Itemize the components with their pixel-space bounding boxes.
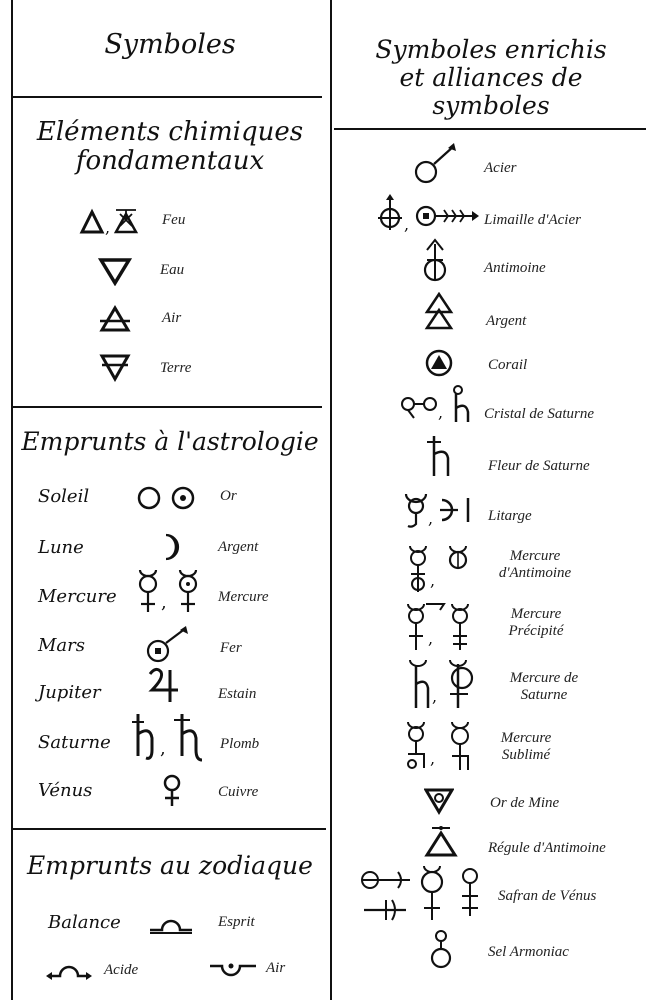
libra-icon (148, 914, 194, 934)
section-heading-astrology: Emprunts à l'astrologie (21, 427, 319, 456)
steel-filings-icon (376, 194, 480, 234)
sublimate-mercury-symbols (404, 716, 488, 776)
litharge-icon (402, 490, 478, 530)
svg-text:,: , (438, 403, 444, 422)
jupiter-symbol (146, 664, 180, 706)
steel-filings-symbols (376, 194, 480, 234)
water-label: Eau (160, 262, 185, 278)
svg-text:,: , (428, 629, 434, 648)
right-label-or-de-mine: Or de Mine (490, 795, 560, 811)
astro-meaning-mercure: Mercure (218, 589, 269, 605)
svg-text:,: , (430, 749, 436, 768)
venus-icon (160, 774, 184, 808)
column-divider-line (330, 0, 332, 1000)
saturn-crystal-symbols (400, 384, 480, 426)
astro-meaning-cuivre: Cuivre (218, 784, 259, 800)
libra-symbol (148, 914, 194, 934)
right-label-mercure-sublime-line1: Mercure (500, 730, 552, 746)
right-label-corail: Corail (488, 357, 528, 373)
air-zodiac-symbol (208, 958, 258, 980)
svg-text:,: , (404, 215, 410, 234)
section-divider-2 (11, 828, 326, 830)
saturn-mercury-icon (406, 656, 486, 714)
astro-meaning-estain: Estain (218, 686, 257, 702)
ammoniac-salt-symbol (426, 928, 456, 972)
litharge-symbols (402, 490, 478, 530)
right-label-mercure-sublime-line2: Sublimé (501, 747, 551, 764)
zodiac-meaning-acide: Acide (104, 962, 139, 978)
water-triangle-icon (98, 256, 132, 286)
right-label-mercure-saturne (496, 670, 592, 705)
saturn-icon (128, 710, 214, 766)
mercury-icon (134, 566, 214, 618)
right-label-mercure-antimoine-line2: d'Antimoine (498, 565, 572, 582)
section-heading-elements (20, 118, 320, 176)
coral-symbol (424, 348, 454, 378)
astro-meaning-argent: Argent (218, 539, 259, 555)
left-border-line (11, 0, 13, 1000)
water-symbol (98, 256, 132, 286)
saturn-flower-icon (424, 432, 454, 482)
right-label-regule: Régule d'Antimoine (488, 840, 606, 856)
section-heading-zodiac: Emprunts au zodiaque (27, 851, 313, 880)
coral-icon (424, 348, 454, 378)
svg-text:,: , (430, 571, 436, 590)
svg-text:,: , (161, 592, 167, 613)
right-label-mercure-antimoine (490, 548, 580, 583)
antimony-symbol (422, 238, 448, 284)
silver-icon (424, 292, 454, 332)
gold-ore-symbol (424, 786, 454, 816)
steel-icon (410, 140, 460, 186)
zodiac-meaning-esprit: Esprit (218, 914, 255, 930)
right-label-acier: Acier (484, 160, 517, 176)
right-title-rule (334, 128, 646, 130)
svg-text:,: , (105, 218, 111, 236)
right-label-safran: Safran de Vénus (498, 888, 597, 904)
saturn-mercury-symbols (406, 656, 486, 714)
fire-symbols (78, 206, 158, 236)
astro-meaning-plomb: Plomb (220, 736, 260, 752)
sun-icon (136, 484, 206, 512)
zodiac-meaning-air: Air (266, 960, 286, 976)
right-label-mercure-precipite-line2: Précipité (508, 623, 564, 640)
right-label-mercure-saturne-line2: Saturne (520, 687, 568, 704)
precipitate-mercury-icon (404, 598, 484, 656)
antimony-mercury-symbols (406, 542, 482, 598)
svg-text:,: , (428, 509, 434, 528)
right-label-fleur: Fleur de Saturne (488, 458, 590, 474)
moon-symbol (156, 532, 184, 562)
earth-triangle-icon (99, 352, 131, 382)
astro-meaning-fer: Fer (220, 640, 242, 656)
right-label-mercure-precipite-line1: Mercure (510, 606, 562, 622)
left-column-title: Symboles (104, 29, 236, 60)
antimony-icon (422, 238, 448, 284)
section-heading-elements-line2: fondamentaux (75, 146, 265, 177)
acid-icon (46, 960, 92, 982)
astro-name-soleil: Soleil (38, 486, 90, 507)
antimony-regulus-icon (424, 824, 458, 858)
astro-meaning-or: Or (220, 488, 237, 504)
right-label-cristal: Cristal de Saturne (484, 406, 595, 422)
air-symbol (99, 305, 131, 333)
jupiter-icon (146, 664, 180, 706)
section-divider-1 (11, 406, 322, 408)
antimony-regulus-symbol (424, 824, 458, 858)
saturn-crystal-icon (400, 384, 480, 426)
moon-crescent-icon (156, 532, 184, 562)
air-label: Air (162, 310, 182, 326)
zodiac-name-balance: Balance (48, 912, 121, 933)
precipitate-mercury-symbols (404, 598, 484, 656)
astro-name-mars: Mars (38, 635, 86, 656)
air-zodiac-icon (208, 958, 258, 980)
astro-name-venus: Vénus (38, 780, 93, 801)
section-heading-elements-line1: Eléments chimiques (36, 117, 304, 147)
venus-symbol (160, 774, 184, 808)
silver-symbol (424, 292, 454, 332)
mars-symbol (146, 624, 192, 664)
gold-ore-icon (424, 786, 454, 816)
left-title-rule (11, 96, 322, 98)
acid-symbol (46, 960, 92, 982)
right-title-line1: Symboles enrichis (375, 35, 607, 64)
right-column-title (338, 36, 644, 120)
right-label-mercure-saturne-line1: Mercure de (509, 670, 579, 686)
right-label-limaille: Limaille d'Acier (484, 212, 581, 228)
sublimate-mercury-icon (404, 716, 488, 776)
right-label-mercure-precipite (496, 606, 576, 641)
air-triangle-icon (99, 305, 131, 333)
earth-symbol (99, 352, 131, 382)
right-label-antimoine: Antimoine (484, 260, 546, 276)
mercury-symbols (134, 566, 214, 618)
astro-name-lune: Lune (38, 537, 84, 558)
fire-triangle-icon (78, 206, 158, 236)
antimony-mercury-icon (406, 542, 482, 598)
saturn-flower-symbol (424, 432, 454, 482)
right-label-litarge: Litarge (488, 508, 532, 524)
right-label-mercure-sublime (494, 730, 558, 765)
right-title-line2: et alliances de symboles (399, 63, 583, 120)
fire-label: Feu (162, 212, 186, 228)
mars-icon (146, 624, 192, 664)
venus-saffron-symbols (358, 862, 488, 924)
right-label-sel-armoniac: Sel Armoniac (488, 944, 569, 960)
svg-text:,: , (432, 687, 438, 706)
venus-saffron-icon (358, 862, 488, 924)
svg-text:,: , (160, 738, 166, 759)
right-label-argent: Argent (486, 313, 527, 329)
astro-name-mercure: Mercure (38, 586, 117, 607)
astro-name-saturne: Saturne (38, 732, 111, 753)
ammoniac-salt-icon (426, 928, 456, 972)
astro-name-jupiter: Jupiter (38, 682, 101, 703)
sun-symbols (136, 484, 206, 512)
steel-symbol (410, 140, 460, 186)
saturn-symbols (128, 710, 214, 766)
earth-label: Terre (160, 360, 192, 376)
right-label-mercure-antimoine-line1: Mercure (509, 548, 561, 564)
